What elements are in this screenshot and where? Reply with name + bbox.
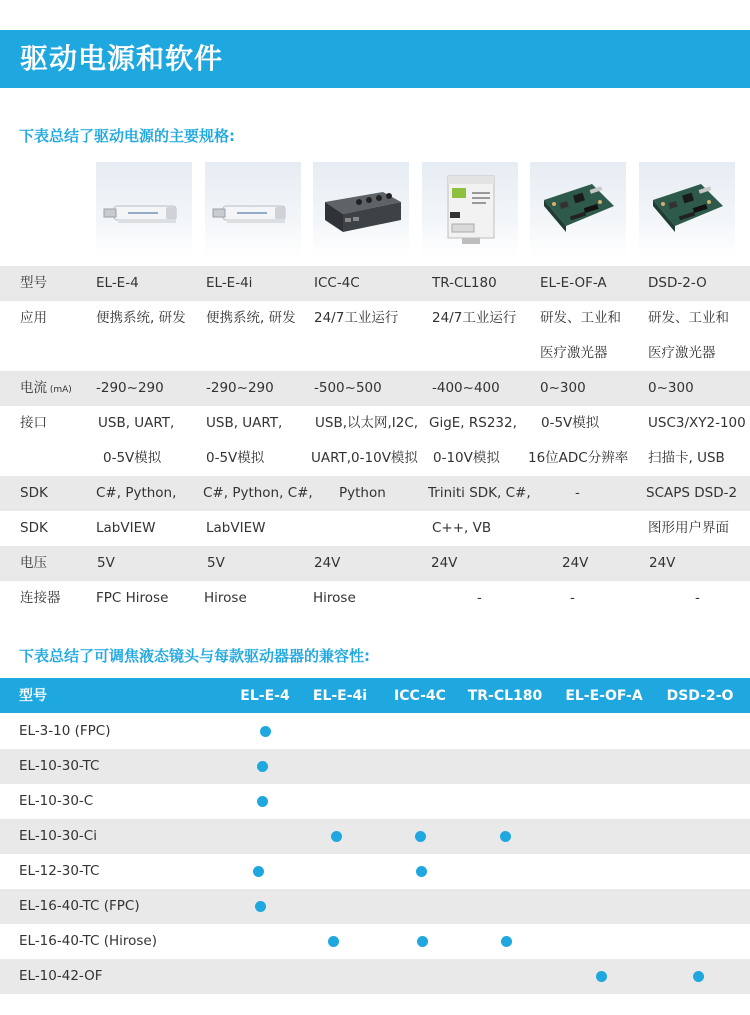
spec-cell: 0-10V模拟 (433, 450, 500, 466)
compat-table-header (0, 678, 750, 713)
compat-dot-icon (693, 971, 704, 982)
din-rail-module-image (422, 162, 518, 258)
compat-header-column: ICC-4C (394, 688, 446, 704)
usb-stick-driver-image (205, 162, 301, 258)
pcb-board-image (639, 162, 735, 258)
spec-cell: USB, UART, (98, 415, 175, 431)
spec-cell: 24V (431, 555, 458, 571)
spec-cell: USB,以太网,I2C, (315, 415, 419, 431)
spec-row-label-text: SDK (20, 520, 48, 536)
spec-row-label (20, 589, 61, 607)
compat-dot-icon (415, 831, 426, 842)
box-controller-image (313, 162, 409, 258)
compat-row-name: EL-3-10 (FPC) (19, 723, 111, 739)
spec-cell: C#, Python, (96, 485, 177, 501)
spec-cell: EL-E-4 (96, 275, 139, 291)
compat-row (0, 714, 750, 749)
spec-cell: 24V (314, 555, 341, 571)
spec-row-label (20, 484, 48, 502)
compat-row (0, 854, 750, 889)
compat-header-column: EL-E-4i (312, 688, 368, 704)
compat-dot-icon (417, 936, 428, 947)
compat-dot-icon (501, 936, 512, 947)
spec-row-label-text: 连接器 (20, 590, 61, 606)
spec-cell: LabVIEW (96, 520, 156, 536)
spec-cell: 16位ADC分辨率 (528, 450, 629, 466)
spec-cell: -500~500 (314, 380, 382, 396)
spec-cell: 便携系统, 研发 (206, 310, 296, 326)
spec-cell: - (575, 485, 580, 501)
page-title: 驱动电源和软件 (20, 42, 224, 75)
compat-dot-icon (257, 761, 268, 772)
spec-cell: 24V (649, 555, 676, 571)
compat-row (0, 784, 750, 819)
spec-cell: 24V (562, 555, 589, 571)
spec-cell: 0~300 (648, 380, 694, 396)
compat-dot-icon (416, 866, 427, 877)
compat-row (0, 819, 750, 854)
spec-cell: Hirose (313, 590, 356, 606)
spec-cell: Triniti SDK, C#, (428, 485, 531, 501)
compat-dot-icon (596, 971, 607, 982)
compat-header-column: TR-CL180 (467, 688, 543, 704)
spec-cell: LabVIEW (206, 520, 266, 536)
compat-row (0, 889, 750, 924)
compat-dot-icon (253, 866, 264, 877)
compat-row (0, 749, 750, 784)
spec-cell: 0~300 (540, 380, 586, 396)
compat-dot-icon (255, 901, 266, 912)
spec-cell: ICC-4C (314, 275, 360, 291)
compat-row-name: EL-12-30-TC (19, 863, 100, 879)
spec-cell: GigE, RS232, (429, 415, 517, 431)
compat-row-name: EL-10-30-C (19, 793, 94, 809)
spec-cell: - (477, 590, 482, 606)
spec-cell: EL-E-4i (206, 275, 253, 291)
spec-cell: 5V (207, 555, 225, 571)
usb-stick-driver-image (96, 162, 192, 258)
spec-cell: -290~290 (206, 380, 274, 396)
compat-header-column: DSD-2-O (666, 688, 734, 704)
spec-section-title: 下表总结了驱动电源的主要规格: (19, 127, 236, 145)
spec-cell: C++, VB (432, 520, 492, 536)
spec-cell: -400~400 (432, 380, 500, 396)
compat-dot-icon (500, 831, 511, 842)
compat-row-name: EL-10-30-Ci (19, 828, 97, 844)
compat-row-name: EL-10-42-OF (19, 968, 103, 984)
spec-cell: 医疗激光器 (648, 345, 716, 361)
spec-cell: 研发、工业和 (648, 310, 729, 326)
spec-row-label-text: 接口 (20, 415, 47, 431)
spec-cell: Python (339, 485, 386, 501)
spec-cell: C#, Python, C#, (203, 485, 313, 501)
spec-cell: FPC Hirose (96, 590, 169, 606)
spec-cell: USB, UART, (206, 415, 283, 431)
spec-cell: UART,0-10V模拟 (311, 450, 418, 466)
spec-row-label (20, 309, 47, 327)
spec-cell: TR-CL180 (432, 275, 497, 291)
spec-cell: 图形用户界面 (648, 520, 729, 536)
spec-row-label-text: SDK (20, 485, 48, 501)
spec-row-label-text: 电压 (20, 555, 47, 571)
pcb-board-image (530, 162, 626, 258)
compat-header-column: EL-E-4 (240, 688, 290, 704)
header-banner (0, 30, 750, 88)
compat-row-name: EL-16-40-TC (Hirose) (19, 933, 158, 949)
spec-cell: 医疗激光器 (540, 345, 608, 361)
spec-row-label-text: 型号 (20, 275, 47, 291)
spec-cell: 便携系统, 研发 (96, 310, 186, 326)
spec-cell: 研发、工业和 (540, 310, 621, 326)
compat-row (0, 959, 750, 994)
spec-row-unit: (mA) (47, 385, 72, 395)
spec-cell: EL-E-OF-A (540, 275, 607, 291)
spec-row (0, 336, 750, 371)
spec-cell: 5V (97, 555, 115, 571)
spec-cell: Hirose (204, 590, 247, 606)
spec-cell: USC3/XY2-100 (648, 415, 746, 431)
spec-row-label (20, 414, 47, 432)
compat-row (0, 924, 750, 959)
spec-cell: -290~290 (96, 380, 164, 396)
compat-dot-icon (328, 936, 339, 947)
spec-row-label-text: 应用 (20, 310, 47, 326)
spec-cell: 0-5V模拟 (206, 450, 265, 466)
compat-row-name: EL-16-40-TC (FPC) (19, 898, 140, 914)
spec-cell: 24/7工业运行 (314, 310, 399, 326)
compat-dot-icon (331, 831, 342, 842)
compat-dot-icon (260, 726, 271, 737)
spec-cell: - (695, 590, 700, 606)
spec-cell: 扫描卡, USB (648, 450, 725, 466)
compat-header-column: EL-E-OF-A (565, 688, 643, 704)
spec-row-label (20, 379, 72, 399)
spec-row-label (20, 554, 47, 572)
compat-dot-icon (257, 796, 268, 807)
spec-cell: 0-5V模拟 (541, 415, 600, 431)
spec-row-label-text: 电流 (20, 380, 47, 396)
spec-cell: 24/7工业运行 (432, 310, 517, 326)
spec-cell: - (570, 590, 575, 606)
spec-cell: SCAPS DSD-2 (646, 485, 738, 501)
spec-cell: 0-5V模拟 (103, 450, 162, 466)
spec-cell: DSD-2-O (648, 275, 707, 291)
spec-row-label (20, 519, 48, 537)
spec-row-label (20, 274, 47, 292)
compat-row-name: EL-10-30-TC (19, 758, 100, 774)
compat-section-title: 下表总结了可调焦液态镜头与每款驱动器器的兼容性: (19, 647, 371, 665)
compat-header-label: 型号 (19, 688, 47, 704)
